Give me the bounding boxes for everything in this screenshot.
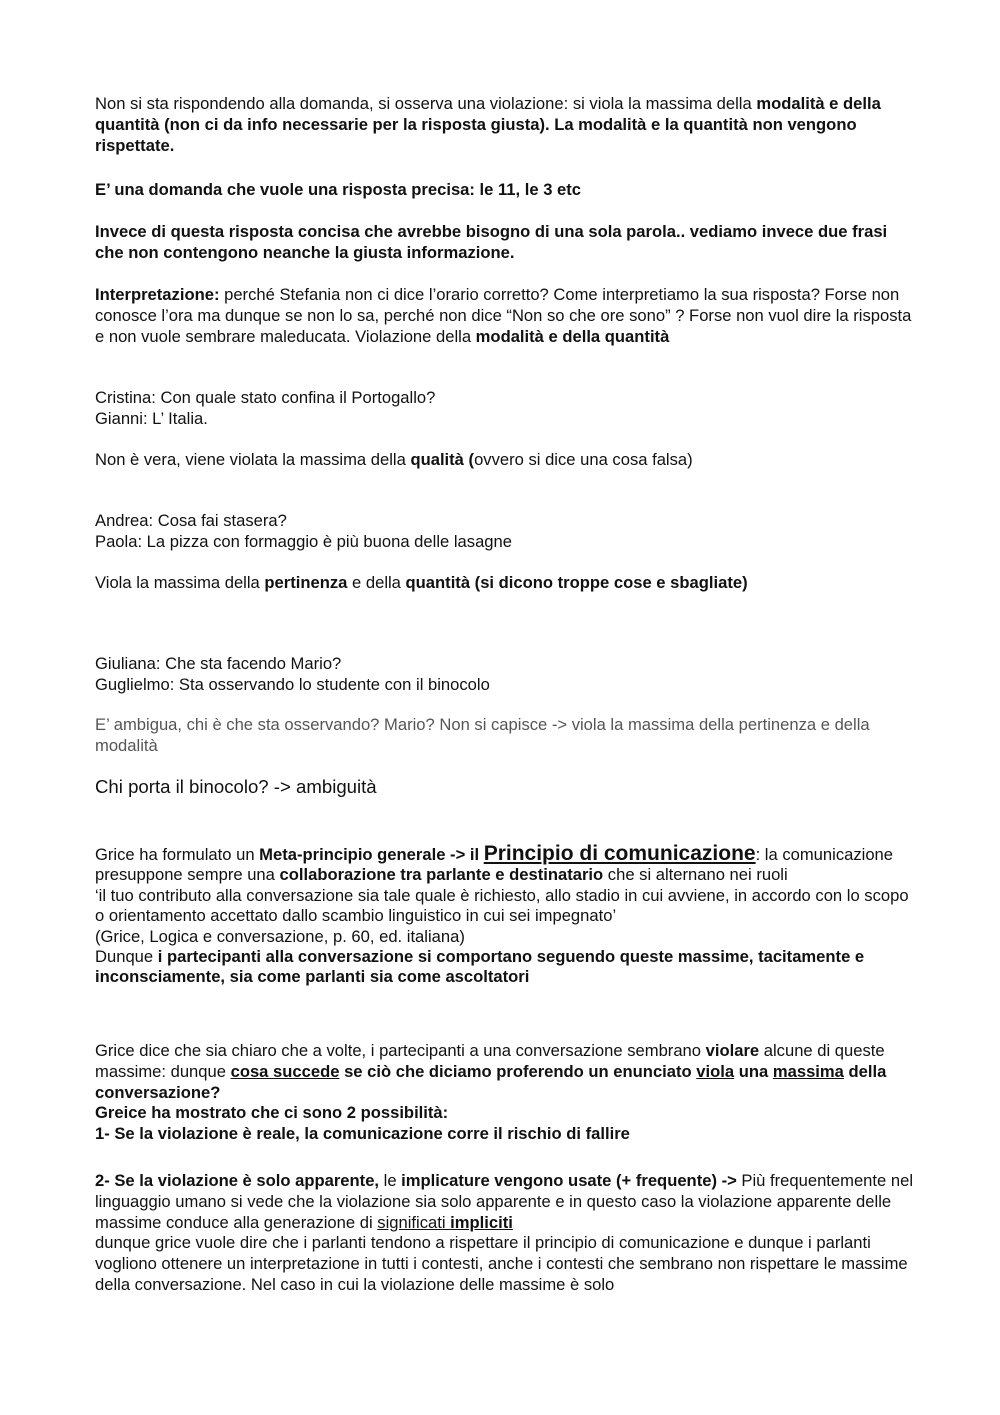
text-run: cosa succede [230, 1061, 340, 1081]
text-run: se ciò che diciamo proferendo un enunciato [339, 1061, 697, 1081]
text-run: viola [696, 1061, 735, 1081]
text-run: Giuliana: Che sta facendo Mario? Guglielmo: Sta osservando lo studente con il binocolo [95, 654, 490, 694]
paragraph-concise-answer [95, 222, 915, 264]
text-run: della conversazione? Greice ha mostrato che ci sono 2 possibilità: 1- Se la violazione è reale, la comunicazione corre il rischio di fallire [95, 1061, 887, 1144]
paragraph-grice-violations [95, 1041, 915, 1145]
dialogue-andrea-paola [95, 511, 915, 553]
text-run: qualità ( [410, 450, 475, 469]
text-run: E’ ambigua, chi è che sta osservando? Mario? Non si capisce -> viola la massima della pertinenza e della modalità [95, 715, 875, 755]
text-run: Principio di comunicazione [483, 842, 756, 865]
text-run: che si alternano nei ruoli ‘il tuo contributo alla conversazione sia tale quale è richiesto, allo stadio in cui avviene, in accordo con lo scopo o orientamento accettato dallo scambio linguistico in cui sei impegnato’ (Grice, Logica e conversazione, p. 60, ed. italiana) Dunque [95, 865, 909, 967]
text-run: modalità e della quantità (non ci da info necessarie per la risposta giusta). La modalità e la quantità non vengono rispettate. [95, 94, 886, 155]
text-run: una [734, 1061, 773, 1081]
text-run: : la comunicazione presuppone sempre una [95, 845, 898, 885]
text-run: alcune di queste massime: dunque [95, 1041, 890, 1081]
dialogue-giuliana-guglielmo [95, 654, 915, 696]
text-run: Meta-principio generale -> il [259, 845, 484, 864]
paragraph-precise-answer [95, 180, 915, 201]
text-run: Viola la massima della [95, 573, 265, 592]
text-run: implicature vengono usate (+ frequente) -> [401, 1171, 737, 1190]
text-run: violare [705, 1041, 760, 1060]
text-run: Andrea: Cosa fai stasera? Paola: La pizza con formaggio è più buona delle lasagne [95, 511, 512, 551]
paragraph-pertinence-violation [95, 573, 915, 594]
dialogue-cristina-gianni [95, 388, 915, 430]
text-run: le [379, 1171, 402, 1190]
text-run: dunque grice vuole dire che i parlanti tendono a rispettare il principio di comunicazione e dunque i parlanti vogliono ottenere un interpretazione in tutti i contesti, anche i contesti che sembrano non rispettare le massime della conversazione. Nel caso in cui la violazione delle massime è solo [95, 1233, 908, 1294]
paragraph-quality-violation [95, 450, 915, 471]
text-run: impliciti [450, 1212, 513, 1232]
text-run: Non è vera, viene violata la massima della [95, 450, 411, 469]
text-run: Interpretazione: [95, 285, 220, 304]
text-run: Grice dice che sia chiaro che a volte, i partecipanti a una conversazione sembrano [95, 1041, 706, 1060]
text-run: Non si sta rispondendo alla domanda, si osserva una violazione: si viola la massima della [95, 94, 757, 113]
text-run: Grice ha formulato un [95, 845, 260, 864]
text-run: massima [772, 1061, 844, 1081]
paragraph-ambiguity-note [95, 715, 915, 757]
paragraph-maxim-violation [95, 94, 915, 156]
text-run: significati [377, 1212, 446, 1232]
text-run: e della [347, 573, 406, 592]
text-run: i partecipanti alla conversazione si comportano seguendo queste massime, tacitamente e inconsciamente, sia come parlanti sia come ascoltatori [95, 947, 869, 987]
text-run: collaborazione tra parlante e destinatario [279, 865, 604, 885]
paragraph-binoculars-question [95, 777, 915, 798]
text-run: quantità (si dicono troppe cose e sbagliate) [405, 573, 748, 592]
text-run: modalità e della quantità [475, 326, 670, 346]
paragraph-interpretation [95, 285, 915, 347]
text-run: ovvero si dice una cosa falsa) [474, 450, 693, 469]
text-run: Più frequentemente nel linguaggio umano si vede che la violazione sia solo apparente e in questo caso la violazione apparente delle massime conduce alla generazione di [95, 1171, 918, 1232]
text-run: perché Stefania non ci dice l’orario corretto? Come interpretiamo la sua risposta? Forse non conosce l’ora ma dunque se non lo sa, perché non dice “Non so che ore sono” ? Forse non vuol dire la risposta e non vuole sembrare maleducata. Violazione della [95, 285, 916, 346]
text-run: pertinenza [264, 573, 348, 592]
text-run: Invece di questa risposta concisa che avrebbe bisogno di una sola parola.. vediamo invece due frasi che non contengono neanche la giusta informazione. [95, 222, 892, 262]
text-run: Cristina: Con quale stato confina il Portogallo? Gianni: L’ Italia. [95, 388, 436, 428]
text-run: E’ una domanda che vuole una risposta precisa: le 11, le 3 etc [95, 180, 582, 199]
text-run: 2- Se la violazione è solo apparente, [95, 1171, 380, 1190]
paragraph-communication-principle [95, 844, 915, 988]
text-run: Chi porta il binocolo? -> ambiguità [95, 776, 377, 797]
paragraph-apparent-violation [95, 1171, 918, 1296]
